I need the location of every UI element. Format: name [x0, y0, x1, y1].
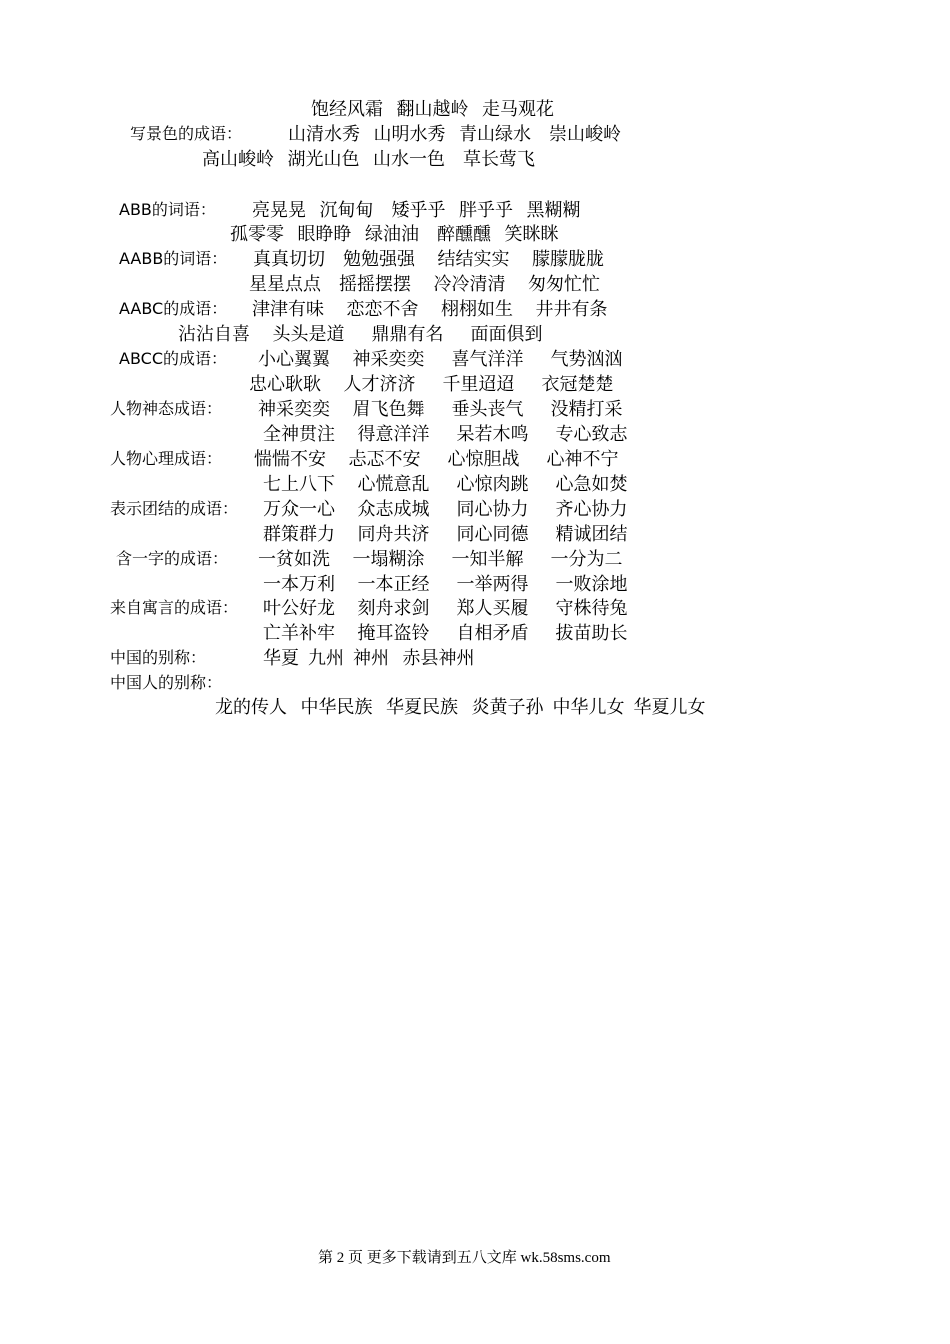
text-line: 惴惴不安 忐忑不安 心惊胆战 心神不宁: [254, 449, 619, 469]
text-line: 山清水秀 山明水秀 青山绿水 崇山峻岭: [288, 124, 621, 144]
text-line: 小心翼翼 神采奕奕 喜气洋洋 气势汹汹: [258, 349, 623, 369]
text-line: 亡羊补牢 掩耳盗铃 自相矛盾 拔苗助长: [263, 623, 628, 643]
section-label-one-char: 含一字的成语：: [116, 549, 229, 568]
text-line: 忠心耿耿 人才济济 千里迢迢 衣冠楚楚: [249, 374, 614, 394]
text-line: 一贫如洗 一塌糊涂 一知半解 一分为二: [258, 549, 623, 569]
text-line: 星星点点 摇摇摆摆 冷冷清清 匆匆忙忙: [249, 274, 600, 294]
section-label-mood: 人物心理成语：: [110, 449, 223, 468]
text-line: 七上八下 心慌意乱 心惊肉跳 心急如焚: [263, 474, 628, 494]
text-line: 华夏 九州 神州 赤县神州: [263, 648, 475, 668]
section-label-abb: ABB的词语：: [119, 200, 216, 219]
section-label-abcc: ABCC的成语：: [119, 349, 227, 368]
section-label-demeanor: 人物神态成语：: [110, 399, 223, 418]
section-label-fables: 来自寓言的成语：: [110, 598, 239, 617]
section-label-chinese-people-names: 中国人的别称：: [110, 673, 223, 692]
text-line: 万众一心 众志成城 同心协力 齐心协力: [263, 499, 628, 519]
section-label-china-names: 中国的别称：: [110, 648, 207, 667]
text-line: 龙的传人 中华民族 华夏民族 炎黄子孙 中华儿女 华夏儿女: [215, 697, 706, 717]
text-line: 饱经风霜 翻山越岭 走马观花: [311, 99, 554, 119]
text-line: 沾沾自喜 头头是道 鼎鼎有名 面面俱到: [178, 324, 543, 344]
section-label-aabb: AABB的词语：: [119, 249, 228, 268]
page-footer: 第 2 页 更多下载请到五八文库 wk.58sms.com: [318, 1250, 611, 1266]
text-line: 高山峻岭 湖光山色 山水一色 草长莺飞: [202, 149, 535, 169]
text-line: 真真切切 勉勉强强 结结实实 朦朦胧胧: [253, 249, 604, 269]
text-line: 叶公好龙 刻舟求剑 郑人买履 守株待兔: [263, 598, 628, 618]
text-line: 一本万利 一本正经 一举两得 一败涂地: [263, 574, 628, 594]
section-label-unity: 表示团结的成语：: [110, 499, 239, 518]
text-line: 亮晃晃 沉甸甸 矮乎乎 胖乎乎 黑糊糊: [252, 200, 581, 220]
text-line: 群策群力 同舟共济 同心同德 精诚团结: [263, 524, 628, 544]
text-line: 孤零零 眼睁睁 绿油油 醉醺醺 笑眯眯: [230, 224, 559, 244]
text-line: 全神贯注 得意洋洋 呆若木鸣 专心致志: [263, 424, 628, 444]
text-line: 津津有味 恋恋不舍 栩栩如生 井井有条: [252, 299, 608, 319]
section-label-scenery: 写景色的成语：: [130, 124, 243, 143]
text-line: 神采奕奕 眉飞色舞 垂头丧气 没精打采: [258, 399, 623, 419]
section-label-aabc: AABC的成语：: [119, 299, 228, 318]
